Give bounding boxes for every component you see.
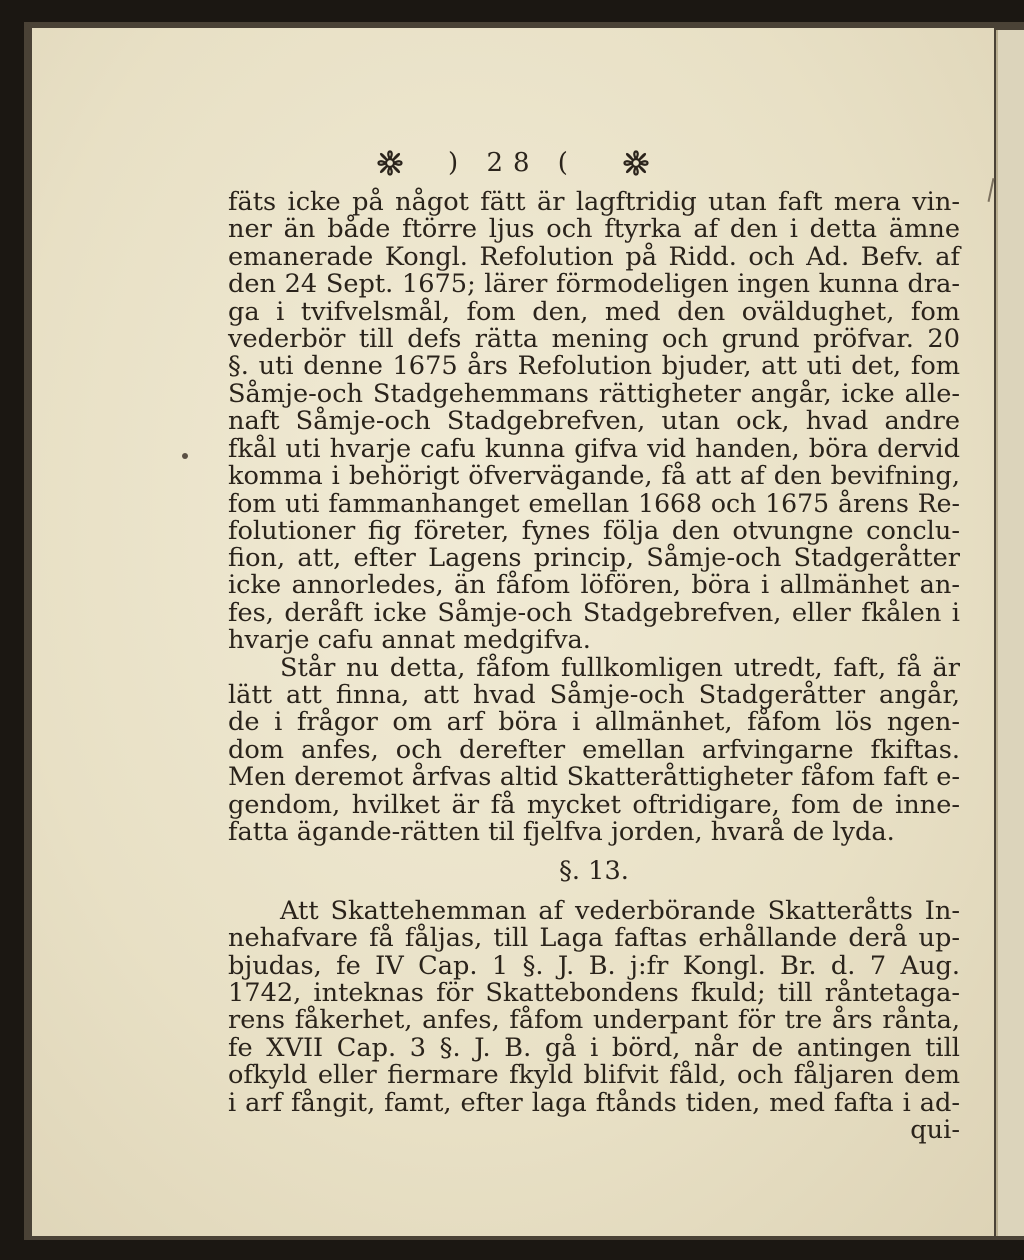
text-line: fion, att, efter Lagens princip, Såmje-och Stadgeråtter bbox=[228, 543, 960, 574]
paragraph-2 bbox=[228, 652, 960, 847]
text-line: ofkyld eller fiermare fkyld blifvit fåld, och fåljaren dem bbox=[228, 1060, 960, 1091]
text-line: fom uti fammanhanget emellan 1668 och 1675 årens Re- bbox=[228, 489, 960, 519]
page-header bbox=[32, 143, 994, 183]
text-line: de i frågor om arf böra i allmänhet, fåfom lös ngen- bbox=[228, 707, 960, 738]
paragraph-3 bbox=[228, 895, 960, 1118]
text-line: fäts icke på något fätt är lagftridig utan faft mera vin- bbox=[228, 187, 960, 217]
book-page bbox=[32, 28, 994, 1236]
text-line: icke annorledes, än fåfom löfören, böra i allmänhet an- bbox=[228, 570, 960, 601]
text-line: den 24 Sept. 1675; lärer förmodeligen ingen kunna dra- bbox=[228, 269, 960, 300]
text-line: ner än både ftörre ljus och ftyrka af den i detta ämne bbox=[228, 214, 960, 245]
page-number: ) 28 ( bbox=[448, 148, 578, 178]
text-line: komma i behörigt öfvervägande, få att af den bevifning, bbox=[228, 460, 960, 491]
section-heading: §. 13. bbox=[559, 856, 629, 887]
ink-spot bbox=[182, 453, 188, 459]
text-line: gendom, hvilket är få mycket oftridigare, fom de inne- bbox=[228, 789, 960, 820]
text-line: §. uti denne 1675 års Refolution bjuder, att uti det, fom bbox=[228, 351, 960, 382]
text-line: rens fåkerhet, anfes, fåfom underpant för tre års rånta, bbox=[228, 1005, 960, 1036]
text-line: dom anfes, och derefter emellan arfvingarne fkiftas. bbox=[228, 734, 960, 765]
flower-ornament-icon bbox=[618, 145, 654, 181]
text-line: emanerade Kongl. Refolution på Ridd. och Ad. Befv. af bbox=[228, 241, 960, 272]
catchword: qui- bbox=[910, 1114, 960, 1145]
text-line: folutioner fig företer, fynes följa den otvungne conclu- bbox=[228, 515, 960, 546]
text-line: fes, deråft icke Såmje-och Stadgebrefven, eller fkålen i bbox=[228, 597, 960, 628]
text-line: fatta ägande-rätten til fjelfva jorden, hvarå de lyda. bbox=[228, 816, 895, 847]
text-line: fkål uti hvarje cafu kunna gifva vid handen, böra dervid bbox=[228, 433, 960, 464]
paragraph-1 bbox=[228, 189, 960, 655]
text-line: Att Skattehemman af vederbörande Skatteråtts In- bbox=[280, 895, 960, 926]
text-line: naft Såmje-och Stadgebrefven, utan ock, hvad andre bbox=[228, 406, 960, 437]
text-line: Står nu detta, fåfom fullkomligen utredt, faft, få är bbox=[280, 652, 960, 683]
text-line: Såmje-och Stadgehemmans rättigheter angår, icke alle- bbox=[228, 378, 960, 409]
next-page-edge bbox=[996, 30, 1024, 1236]
flower-ornament-icon bbox=[372, 145, 408, 181]
text-line: 1742, inteknas för Skattebondens fkuld; till råntetaga- bbox=[228, 977, 960, 1008]
text-line: lätt att finna, att hvad Såmje-och Stadgeråtter angår, bbox=[228, 680, 960, 711]
body-text bbox=[228, 189, 960, 1144]
text-line: bjudas, fe IV Cap. 1 §. J. B. j:fr Kongl. Br. d. 7 Aug. bbox=[228, 950, 960, 981]
text-line: nehafvare få fåljas, till Laga faftas erhållande derå up- bbox=[228, 923, 960, 954]
text-line: ga i tvifvelsmål, fom den, med den oväldughet, fom bbox=[228, 296, 960, 327]
text-line: fe XVII Cap. 3 §. J. B. gå i börd, når de antingen till bbox=[228, 1032, 960, 1063]
text-line: i arf fångit, famt, efter laga ftånds tiden, med fafta i ad- bbox=[228, 1087, 960, 1118]
text-line: Men deremot årfvas altid Skatteråttigheter fåfom faft e- bbox=[228, 762, 960, 793]
text-line: hvarje cafu annat medgifva. bbox=[228, 625, 591, 656]
text-line: vederbör till defs rätta mening och grund pröfvar. 20 bbox=[228, 323, 960, 354]
